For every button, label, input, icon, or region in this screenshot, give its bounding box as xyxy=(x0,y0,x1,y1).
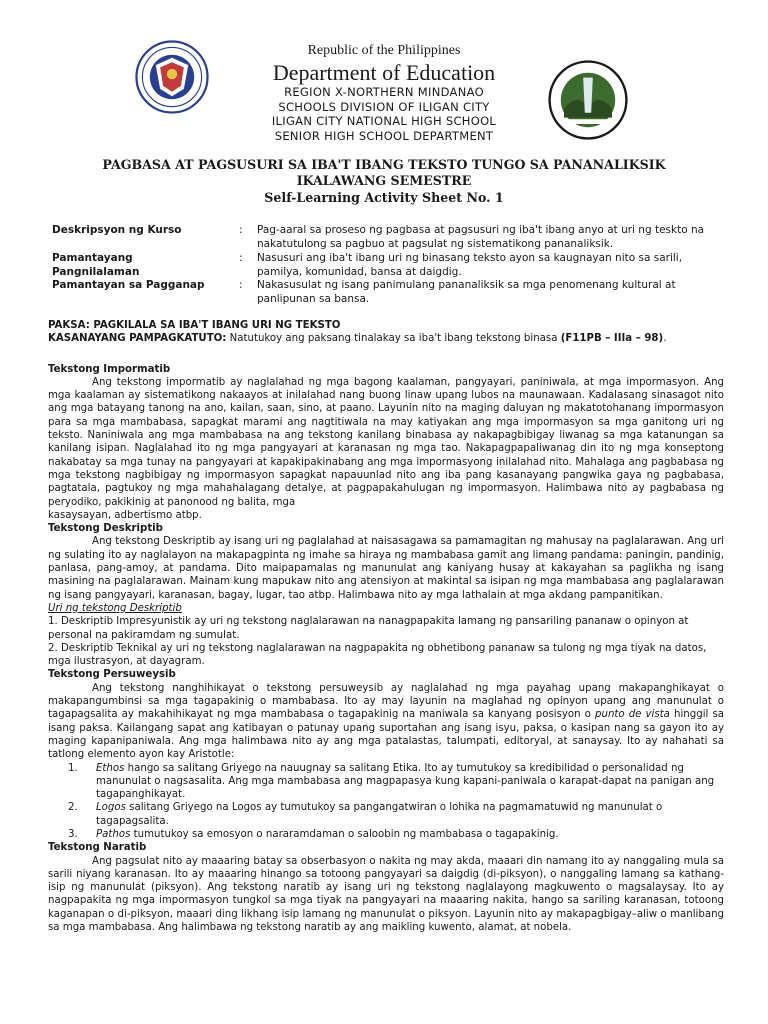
persweysib-text-a: Ang tekstong nanghihikayat o tekstong persuweysib ay naglalahad ng mga payahag upang makapanghikayat o makapangumbinsi sa mga tagapakinig o mambabasa. Ito ay may layunin na maglahad ng opinyon upang ang manunulat o tagapagsalita ay makahihikayat ng mga mambabasa o tagapakinig na maniwala sa kanyang posisyon o xyxy=(48,682,724,721)
info-value: Pag-aaral sa proseso ng pagbasa at pagsusuri ng iba't ibang anyo at uri ng teskto na nakatutulong sa pagbuo at pagsulat ng sistematikong pananaliksik. xyxy=(257,224,705,250)
naratib-heading: Tekstong Naratib xyxy=(48,842,147,854)
school-line: ILIGAN CITY NATIONAL HIGH SCHOOL xyxy=(271,114,497,128)
informatib-heading: Tekstong Impormatib xyxy=(48,363,171,375)
activity-sheet-title: Self-Learning Activity Sheet No. 1 xyxy=(264,190,504,205)
persweysib-emphasis: punto de vista xyxy=(595,709,670,721)
info-label: Pamantayang Pangnilalaman xyxy=(52,252,140,278)
list-text: hango sa salitang Griyego na nauugnay sa salitang Etika. Ito ay tumutukoy sa kredibilidad o personalidad ng manunulat o nagsasalita. Ang mga mambabasa ang magpapasya kung kapani-paniwala o karapat-dapat na panigan ang tagapanghikayat. xyxy=(96,762,715,801)
region-line: REGION X-NORTHERN MINDANAO xyxy=(284,85,484,99)
list-number: 2. xyxy=(68,802,78,814)
kasanayan-code: (F11PB – IIIa – 98) xyxy=(560,333,664,345)
info-colon: : xyxy=(239,279,243,291)
kasanayan-end: . xyxy=(663,333,667,345)
deskriptib-paragraph: Ang tekstong Deskriptib ay isang uri ng paglalahad at naisasagawa sa pamamagitan ng mahusay na paglalarawan. Ang uri ng sulating ito ay naglalayon na makapagpinta ng imahe sa hiraya ng mambabasa gamit ang limang pandama: paningin, pandinig, panlasa, pang-amoy, at pandama. Dito maipapamalas ng manunulat ang kaniyang husay at kakayahan sa paglikha ng isang masining na paglalarawan. Mainam kung mapukaw nito ang atensiyon at makintal sa isipan ng mga mambabasa ang paglalarawan ng isang pangyayari, karanasan, bagay, lugar, tao atbp. Halimbawa nito ay mga lathalain at mga akdang pampanitikan. xyxy=(48,536,724,601)
list-item xyxy=(48,801,724,828)
deskriptib-type-1: 1. Deskriptib Impresyunistik ay uri ng tekstong naglalarawan na nanagpapakita lamang ng pansariling pananaw o opinyon at personal na pakiramdam ng sumulat. xyxy=(48,616,689,641)
document-body xyxy=(48,319,724,934)
department-name: Department of Education xyxy=(272,60,496,85)
kasanayan-text: Natutukoy ang paksang tinalakay sa iba't ibang tekstong binasa xyxy=(226,333,561,345)
persweysib-paragraph xyxy=(48,682,724,762)
info-colon: : xyxy=(239,252,243,264)
naratib-paragraph: Ang pagsulat nito ay maaaring batay sa obserbasyon o nakita ng may akda, maaari din namang ito ay nanggaling mula sa sarili niyang karanasan. Ito ay maaaring hinango sa totoong pangyayari sa daigdig (di-piksyon), o nanggaling lamang sa kathang-isip ng manunulat (piksyon). Ang tekstong naratib ay isang uri ng tekstong naglalayong magkuwento o magsalaysay. Ito ay nagpapakita ng mga impormasyon tungkol sa mga tiyak na pangyayari na maaaring nakita, hango sa sariling karanasan, totoong kaganapan o di-piksyon, maaari ding likhang isip lamang ng manunulat o piksyon. Layunin nito ay makapagbigay–aliw o manlibang sa mga mambabasa. Ang halimbawa ng tekstong naratib ay ang maikling kuwento, alamat, at nobela. xyxy=(48,855,724,934)
info-colon: : xyxy=(239,224,243,236)
informatib-paragraph: Ang tekstong impormatib ay naglalahad ng mga bagong kaalaman, pangyayari, paniniwala, at mga impormasyon. Ang mga kaalaman ay sistematikong nakaayos at inilalahad nang buong linaw upang lubos na maunawaan. Kadalasang sinasagot nito ang mga batayang tanong na ano, kailan, saan, sino, at paano. Layunin nito na maging daluyan ng makatotohanang impormasyon para sa mga mambabasa, sapagkat marami ang nagtitiwala na may katiyakan ang mga impormasyon sa mga ganitong uri ng teksto. Naniniwala ang mga mambabasa na ang tekstong kanilang binabasa ay nakapagbibigay liwanag sa mga katanungan sa kanilang isipan. Naglalahad ito ng mga pangyayari at karanasan ng mga tao. Nakapagpapaliwanag din ito ng mga konseptong nakabatay sa mga tunay na pangyayari at kapakipakinabang ang mga impormasyong inilalahad nito. Mahalaga ang pagbabasa ng mga tekstong nagbibigay ng impormasyon sapagkat napauunlad nito ang iba pang kasanayang pangwika gaya ng pagbabasa, pagtatala, pagtukoy ng mga mahahalagang detalye, at pagpapakahulugan ng impormasyon. Halimbawa nito ay pagbabasa ng peryodiko, pakikinig at panonood ng balita, mga xyxy=(48,376,724,508)
republic-line: Republic of the Philippines xyxy=(307,43,461,58)
list-text: salitang Griyego na Logos ay tumutukoy sa pangangatwiran o lohika na pagmamatuwid ng manunulat o tagapagsalita. xyxy=(96,802,663,827)
informatib-tail: kasaysayan, adbertismo atbp. xyxy=(48,509,202,521)
list-item xyxy=(48,762,724,802)
deskriptib-types-heading: Uri ng tekstong Deskriptib xyxy=(48,602,182,614)
semester-title: IKALAWANG SEMESTRE xyxy=(296,173,472,188)
list-term: Pathos xyxy=(96,828,131,840)
deskriptib-heading: Tekstong Deskriptib xyxy=(48,523,163,535)
list-number: 3. xyxy=(68,828,78,840)
info-value: Nasusuri ang iba't ibang uri ng binasang teksto ayon sa kaugnayan nito sa sarili, pamilya, komunidad, bansa at daigdig. xyxy=(257,252,683,278)
persweysib-heading: Tekstong Persuweysib xyxy=(48,669,176,681)
aristotle-elements-list xyxy=(48,762,724,842)
persweysib-text-b: hinggil sa isang paksa. Kailangang sapat ang katibayan o patunay upang suportahan ang isang isyu, paksa, o kasipan nang sa gayon ito ay maging kapanipaniwala. Ang mga halimbawa nito ay ang mga patalastas, talumpati, editoryal, at sanaysay. Ito ay nahahati sa tatlong elemento ayon kay Aristotle: xyxy=(48,709,724,761)
course-title: PAGBASA AT PAGSUSURI SA IBA'T IBANG TEKSTO TUNGO SA PANANALIKSIK xyxy=(102,157,666,172)
division-line: SCHOOLS DIVISION OF ILIGAN CITY xyxy=(278,100,490,114)
list-number: 1. xyxy=(68,762,78,774)
paksa-heading: PAKSA: PAGKILALA SA IBA'T IBANG URI NG TEKSTO xyxy=(48,320,341,331)
kasanayan-paragraph xyxy=(48,332,724,345)
list-text: tumutukoy sa emosyon o nararamdaman o saloobin ng mambabasa o tagapakinig. xyxy=(130,828,559,840)
list-item xyxy=(48,828,724,841)
deskriptib-type-2: 2. Deskriptib Teknikal ay uri ng tekstong naglalarawan na nagpapakita ng obhetibong pananaw sa tulong ng mga tiyak na datos, mga ilustrasyon, at dayagram. xyxy=(48,642,707,668)
department-line: SENIOR HIGH SCHOOL DEPARTMENT xyxy=(274,129,494,143)
kasanayan-label: KASANAYANG PAMPAGKATUTO: xyxy=(48,333,227,345)
info-label: Deskripsyon ng Kurso xyxy=(52,224,182,236)
list-term: Logos xyxy=(96,802,126,814)
list-term: Ethos xyxy=(96,762,125,774)
info-label: Pamantayan sa Pagganap xyxy=(52,279,205,291)
info-value: Nakasusulat ng isang panimulang pananaliksik sa mga penomenang kultural at panlipunan sa bansa. xyxy=(257,279,676,305)
